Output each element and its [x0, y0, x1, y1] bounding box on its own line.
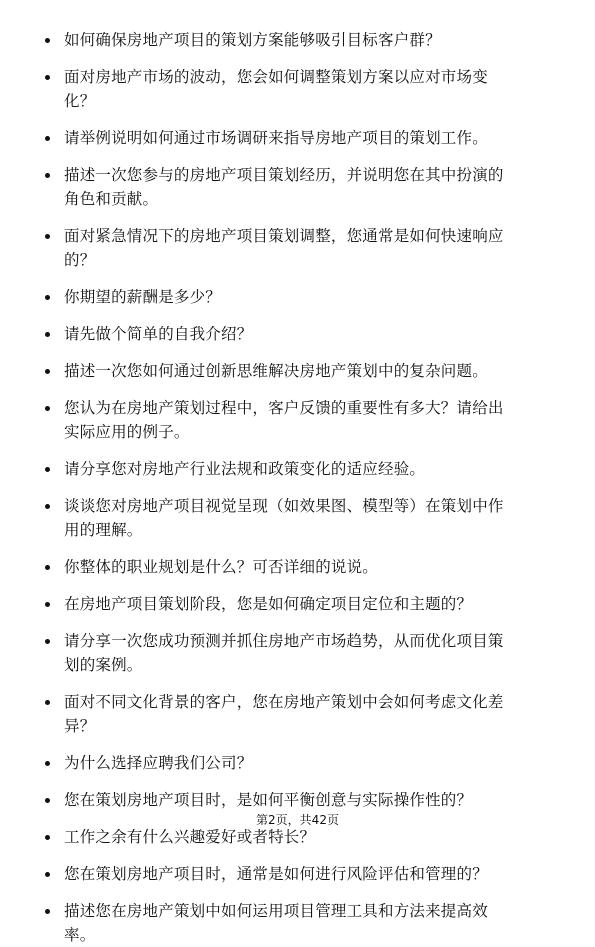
- question-text-line: 率。: [64, 926, 96, 944]
- question-text-line: 你期望的薪酬是多少？: [64, 288, 222, 306]
- bullet-icon: [45, 38, 50, 43]
- question-text-line: 请先做个简单的自我介绍？: [64, 325, 253, 343]
- question-text-line: 如何确保房地产项目的策划方案能够吸引目标客户群？: [64, 31, 441, 49]
- bullet-icon: [45, 467, 50, 472]
- bullet-icon: [45, 75, 50, 80]
- bullet-icon: [45, 136, 50, 141]
- question-text-line: 请举例说明如何通过市场调研来指导房地产项目的策划工作。: [64, 129, 488, 147]
- question-text-line: 谈谈您对房地产项目视觉呈现（如效果图、模型等）在策划中作: [64, 497, 504, 515]
- bullet-icon: [45, 406, 50, 411]
- question-text-line: 描述一次您参与的房地产项目策划经历，并说明您在其中扮演的: [64, 166, 504, 184]
- bullet-icon: [45, 504, 50, 509]
- bullet-icon: [45, 234, 50, 239]
- bullet-icon: [45, 173, 50, 178]
- question-text-line: 实际应用的例子。: [64, 423, 190, 441]
- question-text-line: 的？: [64, 251, 96, 269]
- question-text-line: 您认为在房地产策划过程中，客户反馈的重要性有多大？请给出: [64, 399, 504, 417]
- question-text-line: 在房地产项目策划阶段，您是如何确定项目定位和主题的？: [64, 595, 473, 613]
- question-text-line: 描述一次您如何通过创新思维解决房地产策划中的复杂问题。: [64, 362, 488, 380]
- question-text-line: 划的案例。: [64, 656, 143, 674]
- bullet-icon: [45, 565, 50, 570]
- bullet-icon: [45, 369, 50, 374]
- question-text-line: 请分享您对房地产行业法规和政策变化的适应经验。: [64, 460, 426, 478]
- bullet-icon: [45, 700, 50, 705]
- question-text-line: 化？: [64, 92, 96, 110]
- question-text-line: 异？: [64, 717, 96, 735]
- question-text-line: 为什么选择应聘我们公司？: [64, 754, 253, 772]
- question-text-line: 面对房地产市场的波动，您会如何调整策划方案以应对市场变: [64, 68, 488, 86]
- question-text-line: 面对不同文化背景的客户，您在房地产策划中会如何考虑文化差: [64, 693, 504, 711]
- question-text-line: 您在策划房地产项目时，通常是如何进行风险评估和管理的？: [64, 865, 488, 883]
- question-text-line: 请分享一次您成功预测并抓住房地产市场趋势，从而优化项目策: [64, 632, 504, 650]
- bullet-icon: [45, 295, 50, 300]
- bullet-icon: [45, 835, 50, 840]
- question-text-line: 您在策划房地产项目时，是如何平衡创意与实际操作性的？: [64, 791, 473, 809]
- question-text-line: 你整体的职业规划是什么？可否详细的说说。: [64, 558, 379, 576]
- bullet-icon: [45, 639, 50, 644]
- bullet-icon: [45, 602, 50, 607]
- question-text-line: 用的理解。: [64, 521, 143, 539]
- bullet-icon: [45, 761, 50, 766]
- question-text-line: 描述您在房地产策划中如何运用项目管理工具和方法来提高效: [64, 902, 488, 920]
- bullet-icon: [45, 332, 50, 337]
- question-text-line: 工作之余有什么兴趣爱好或者特长？: [64, 828, 316, 846]
- question-text-line: 角色和贡献。: [64, 190, 159, 208]
- page-footer: 第2页，共42页: [256, 813, 339, 827]
- question-text-line: 面对紧急情况下的房地产项目策划调整，您通常是如何快速响应: [64, 227, 504, 245]
- bullet-icon: [45, 798, 50, 803]
- bullet-icon: [45, 909, 50, 914]
- bullet-icon: [45, 872, 50, 877]
